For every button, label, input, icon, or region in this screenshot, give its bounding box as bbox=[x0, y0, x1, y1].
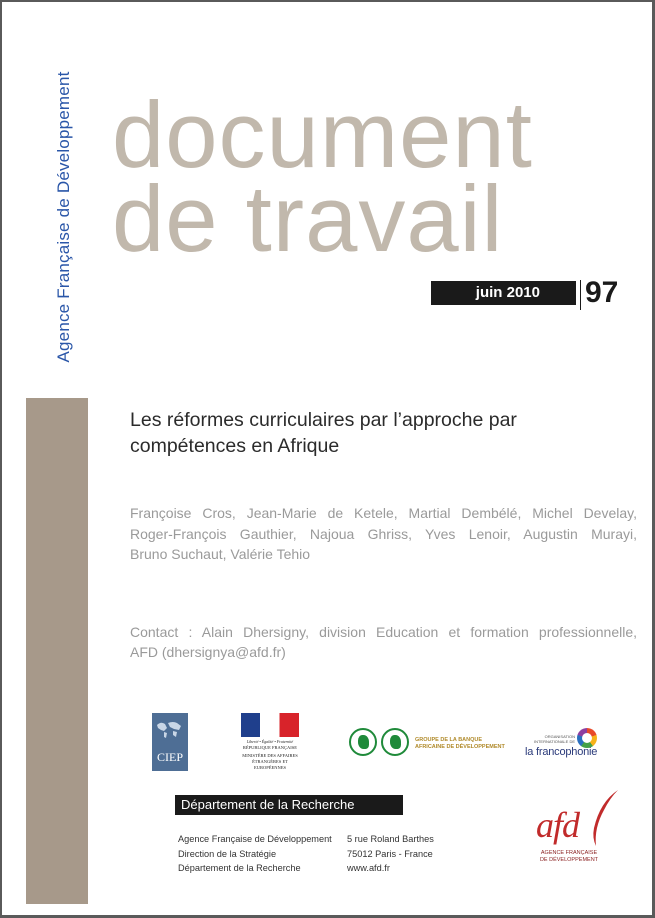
address-line: 5 rue Roland Barthes bbox=[347, 834, 434, 844]
address-column-2 bbox=[347, 832, 434, 876]
issue-divider bbox=[580, 280, 581, 310]
document-title-line-1: Les réformes curriculaires par l’approche par bbox=[130, 409, 517, 431]
series-title-line-1: document bbox=[112, 82, 533, 187]
ciep-text: CIEP bbox=[156, 750, 183, 764]
contact bbox=[130, 622, 637, 662]
address-line: Direction de la Stratégie bbox=[178, 848, 277, 859]
republique-francaise-logo bbox=[241, 713, 299, 771]
rf-motto: Liberté • Égalité • Fraternité bbox=[246, 739, 294, 744]
francophonie-ring-icon bbox=[577, 728, 597, 748]
world-map-icon bbox=[155, 719, 185, 741]
afd-subtitle-line-2: DE DÉVELOPPEMENT bbox=[539, 857, 599, 863]
address-line: 75012 Paris - France bbox=[347, 848, 433, 859]
afd-subtitle-line-1: AGENCE FRANÇAISE bbox=[540, 850, 598, 856]
contact-line-2: AFD (dhersignya@afd.fr) bbox=[130, 644, 286, 660]
africa-emblem-icon bbox=[349, 728, 377, 756]
afd-swoosh-icon bbox=[580, 788, 620, 848]
rf-republique: RÉPUBLIQUE FRANÇAISE bbox=[242, 745, 298, 750]
authors-line-2: Roger-François Gauthier, Najoua Ghriss, Yves Lenoir, Augustin Murayi, bbox=[130, 525, 637, 542]
bad-text bbox=[415, 737, 515, 751]
series-title-line-2: de travail bbox=[112, 166, 504, 271]
francophonie-logo bbox=[523, 728, 603, 762]
document-title-line-2: compétences en Afrique bbox=[130, 435, 340, 457]
address-line: Département de la Recherche bbox=[178, 863, 301, 873]
address-line: Agence Française de Développement bbox=[178, 834, 332, 844]
authors bbox=[130, 503, 637, 565]
document-title bbox=[130, 407, 590, 459]
sidebar-label: Agence Française de Développement bbox=[54, 71, 73, 363]
bad-text-line-2: AFRICAINE DE DÉVELOPPEMENT bbox=[415, 744, 505, 750]
oif-name: la francophonie bbox=[525, 746, 598, 758]
rf-ministere: MINISTÈRE DES AFFAIRES ÉTRANGÈRES ET EUROPÉENNES bbox=[242, 753, 298, 770]
department-label: Département de la Recherche bbox=[181, 797, 355, 812]
ciep-logo bbox=[152, 713, 188, 771]
banque-africaine-logo bbox=[349, 728, 509, 758]
bad-text-line-1: GROUPE DE LA BANQUE bbox=[415, 737, 483, 743]
afd-wordmark: afd bbox=[536, 805, 580, 845]
authors-line-3: Bruno Suchaut, Valérie Tehio bbox=[130, 546, 311, 562]
website-link[interactable]: www.afd.fr bbox=[347, 863, 390, 873]
authors-line-1: Françoise Cros, Jean-Marie de Ketele, Martial Dembélé, Michel Develay, bbox=[130, 505, 637, 521]
contact-line-1: Contact : Alain Dhersigny, division Education et formation professionnelle, bbox=[130, 624, 637, 640]
address-column-1 bbox=[178, 832, 332, 876]
africa-emblem-icon bbox=[381, 728, 409, 756]
publication-date: juin 2010 bbox=[475, 284, 540, 301]
oif-small-text: ORGANISATION INTERNATIONALE DE bbox=[533, 734, 575, 744]
department-bar bbox=[175, 795, 403, 815]
issue-number: 97 bbox=[585, 276, 619, 309]
afd-logo bbox=[524, 788, 614, 872]
afd-subtitle bbox=[524, 850, 614, 864]
date-bar bbox=[431, 281, 576, 305]
marianne-flag-icon bbox=[241, 713, 299, 737]
